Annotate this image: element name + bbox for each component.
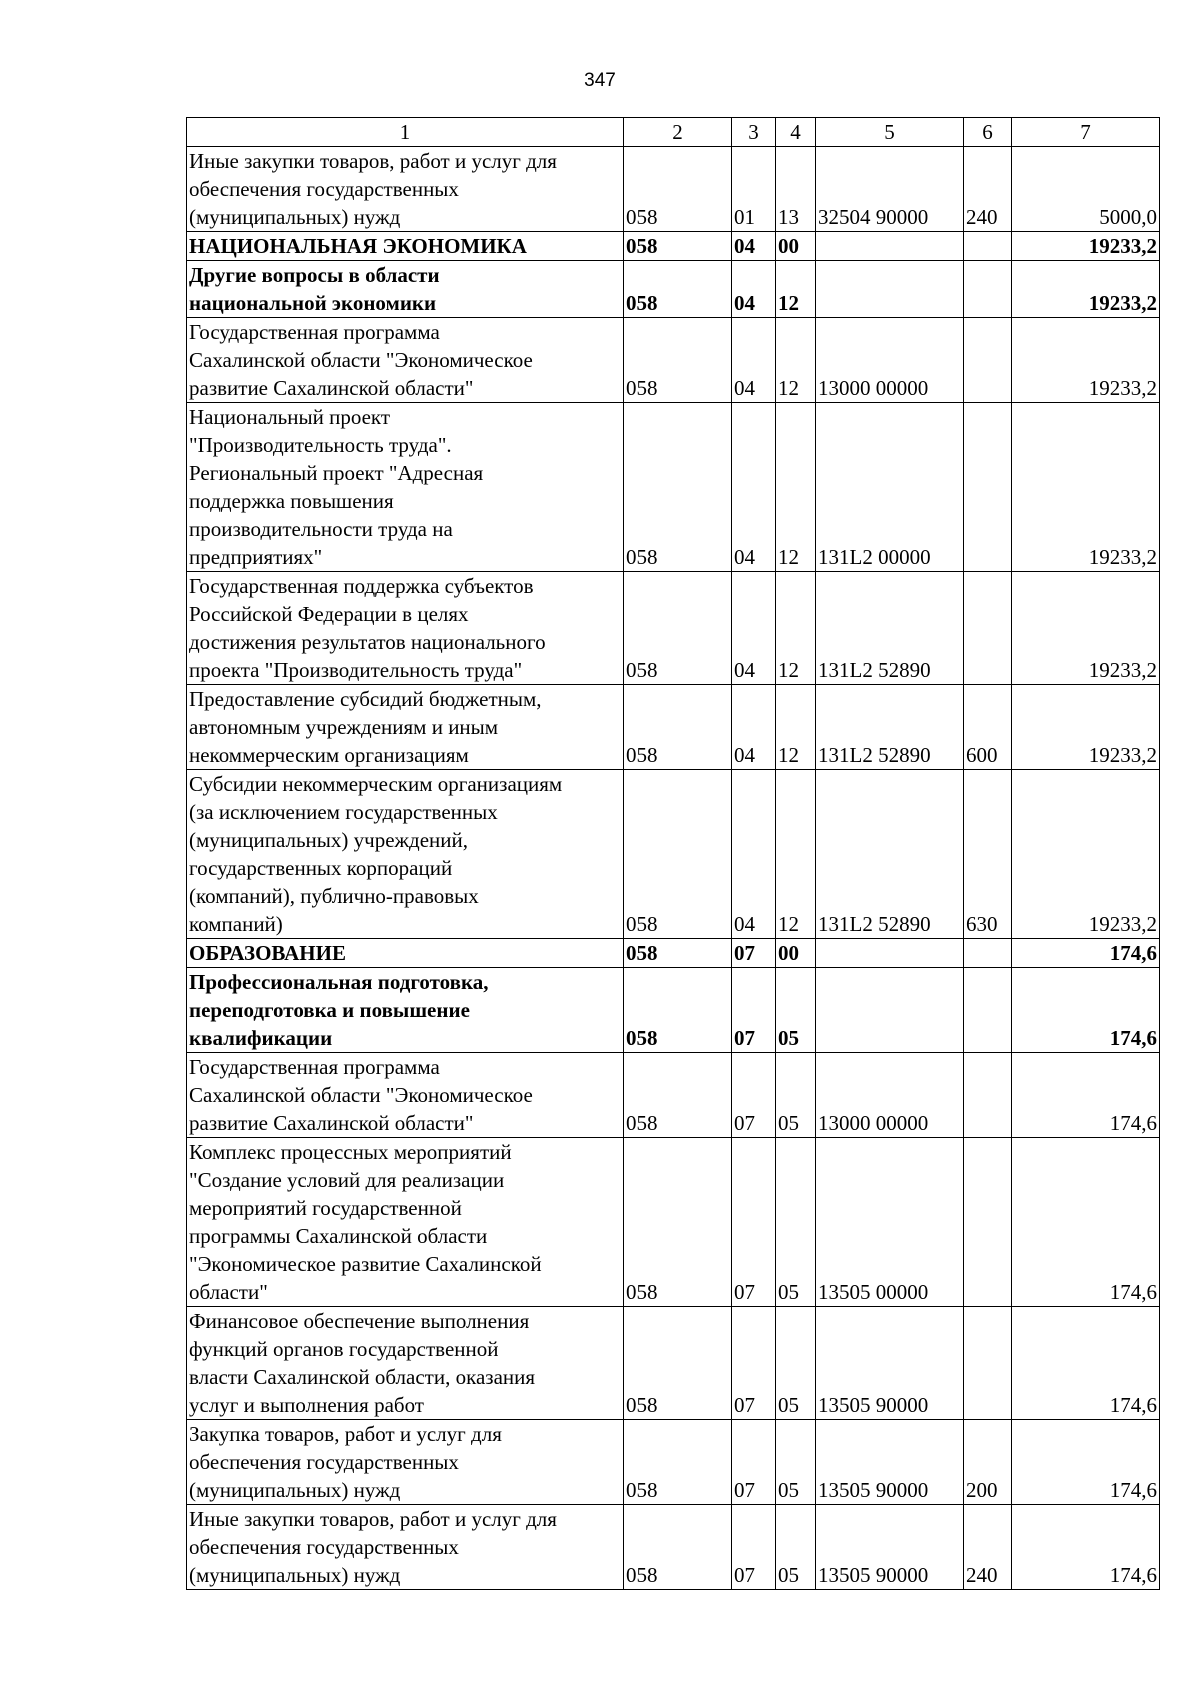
item-name-cell: Иные закупки товаров, работ и услуг для обеспечения государственных (муниципальных) нужд: [187, 1505, 624, 1590]
subsection-code-cell: 12: [776, 403, 816, 572]
expense-type-cell: [964, 1053, 1012, 1138]
target-article-cell: 13505 00000: [816, 1138, 964, 1307]
item-name-cell: Другие вопросы в области национальной экономики: [187, 261, 624, 318]
target-article-cell: 13000 00000: [816, 318, 964, 403]
subsection-code-cell: 00: [776, 232, 816, 261]
admin-code-cell: 058: [624, 1138, 732, 1307]
subsection-code-cell: 05: [776, 1053, 816, 1138]
expense-type-cell: [964, 572, 1012, 685]
table-row: [187, 939, 1160, 968]
page-number: 347: [584, 70, 616, 91]
target-article-cell: 13505 90000: [816, 1307, 964, 1420]
subsection-code-cell: 12: [776, 770, 816, 939]
section-code-cell: 04: [732, 232, 776, 261]
admin-code-cell: 058: [624, 261, 732, 318]
item-name-cell: Государственная программа Сахалинской области "Экономическое развитие Сахалинской области": [187, 318, 624, 403]
expense-type-cell: [964, 1307, 1012, 1420]
table-row: [187, 1420, 1160, 1505]
amount-cell: 19233,2: [1012, 403, 1160, 572]
admin-code-cell: 058: [624, 147, 732, 232]
item-name-cell: Профессиональная подготовка, переподготовка и повышение квалификации: [187, 968, 624, 1053]
amount-cell: 174,6: [1012, 939, 1160, 968]
target-article-cell: 13505 90000: [816, 1505, 964, 1590]
table-row: [187, 1053, 1160, 1138]
amount-cell: 19233,2: [1012, 261, 1160, 318]
amount-cell: 19233,2: [1012, 232, 1160, 261]
budget-table: [186, 117, 1160, 1590]
target-article-cell: [816, 939, 964, 968]
header-cell-2: 2: [624, 118, 732, 147]
table-row: [187, 261, 1160, 318]
expense-type-cell: [964, 968, 1012, 1053]
subsection-code-cell: 05: [776, 1420, 816, 1505]
amount-cell: 174,6: [1012, 1307, 1160, 1420]
target-article-cell: [816, 968, 964, 1053]
section-code-cell: 04: [732, 685, 776, 770]
expense-type-cell: [964, 261, 1012, 318]
expense-type-cell: [964, 232, 1012, 261]
header-cell-6: 6: [964, 118, 1012, 147]
header-row: [187, 118, 1160, 147]
subsection-code-cell: 05: [776, 968, 816, 1053]
item-name-cell: Иные закупки товаров, работ и услуг для обеспечения государственных (муниципальных) нужд: [187, 147, 624, 232]
section-code-cell: 07: [732, 1307, 776, 1420]
section-code-cell: 07: [732, 968, 776, 1053]
expense-type-cell: [964, 403, 1012, 572]
table-row: [187, 1307, 1160, 1420]
target-article-cell: [816, 261, 964, 318]
section-code-cell: 01: [732, 147, 776, 232]
item-name-cell: Национальный проект "Производительность труда". Региональный проект "Адресная поддержка повышения производительности труда на предприятиях": [187, 403, 624, 572]
expense-type-cell: [964, 1138, 1012, 1307]
section-code-cell: 04: [732, 572, 776, 685]
expense-type-cell: [964, 939, 1012, 968]
expense-type-cell: 630: [964, 770, 1012, 939]
admin-code-cell: 058: [624, 939, 732, 968]
header-cell-7: 7: [1012, 118, 1160, 147]
admin-code-cell: 058: [624, 403, 732, 572]
admin-code-cell: 058: [624, 770, 732, 939]
section-code-cell: 07: [732, 1053, 776, 1138]
item-name-cell: Субсидии некоммерческим организациям (за исключением государственных (муниципальных) учреждений, государственных корпораций (компаний), публично-правовых компаний): [187, 770, 624, 939]
amount-cell: 174,6: [1012, 1138, 1160, 1307]
amount-cell: 19233,2: [1012, 685, 1160, 770]
amount-cell: 5000,0: [1012, 147, 1160, 232]
subsection-code-cell: 05: [776, 1307, 816, 1420]
amount-cell: 19233,2: [1012, 770, 1160, 939]
expense-type-cell: 240: [964, 1505, 1012, 1590]
admin-code-cell: 058: [624, 685, 732, 770]
item-name-cell: Комплекс процессных мероприятий "Создание условий для реализации мероприятий государственной программы Сахалинской области "Экономическое развитие Сахалинской области": [187, 1138, 624, 1307]
admin-code-cell: 058: [624, 318, 732, 403]
target-article-cell: [816, 232, 964, 261]
table-row: [187, 318, 1160, 403]
header-cell-5: 5: [816, 118, 964, 147]
subsection-code-cell: 12: [776, 261, 816, 318]
amount-cell: 174,6: [1012, 1420, 1160, 1505]
table-row: [187, 770, 1160, 939]
item-name-cell: Финансовое обеспечение выполнения функций органов государственной власти Сахалинской области, оказания услуг и выполнения работ: [187, 1307, 624, 1420]
admin-code-cell: 058: [624, 232, 732, 261]
table-row: [187, 1138, 1160, 1307]
target-article-cell: 13505 90000: [816, 1420, 964, 1505]
admin-code-cell: 058: [624, 572, 732, 685]
table-row: [187, 1505, 1160, 1590]
section-code-cell: 07: [732, 939, 776, 968]
table-row: [187, 685, 1160, 770]
item-name-cell: Закупка товаров, работ и услуг для обеспечения государственных (муниципальных) нужд: [187, 1420, 624, 1505]
section-code-cell: 07: [732, 1505, 776, 1590]
subsection-code-cell: 12: [776, 572, 816, 685]
target-article-cell: 131L2 52890: [816, 572, 964, 685]
expense-type-cell: 240: [964, 147, 1012, 232]
subsection-code-cell: 00: [776, 939, 816, 968]
item-name-cell: Государственная программа Сахалинской области "Экономическое развитие Сахалинской области": [187, 1053, 624, 1138]
amount-cell: 19233,2: [1012, 572, 1160, 685]
amount-cell: 174,6: [1012, 1505, 1160, 1590]
header-cell-3: 3: [732, 118, 776, 147]
admin-code-cell: 058: [624, 1053, 732, 1138]
admin-code-cell: 058: [624, 1420, 732, 1505]
section-code-cell: 04: [732, 403, 776, 572]
amount-cell: 174,6: [1012, 1053, 1160, 1138]
target-article-cell: 13000 00000: [816, 1053, 964, 1138]
admin-code-cell: 058: [624, 1307, 732, 1420]
subsection-code-cell: 13: [776, 147, 816, 232]
expense-type-cell: [964, 318, 1012, 403]
item-name-cell: Государственная поддержка субъектов Российской Федерации в целях достижения результатов национального проекта "Производительность труда": [187, 572, 624, 685]
header-cell-1: 1: [187, 118, 624, 147]
header-cell-4: 4: [776, 118, 816, 147]
item-name-cell: Предоставление субсидий бюджетным, автономным учреждениям и иным некоммерческим организациям: [187, 685, 624, 770]
expense-type-cell: 200: [964, 1420, 1012, 1505]
subsection-code-cell: 05: [776, 1138, 816, 1307]
section-code-cell: 04: [732, 770, 776, 939]
target-article-cell: 131L2 52890: [816, 685, 964, 770]
section-code-cell: 04: [732, 261, 776, 318]
subsection-code-cell: 12: [776, 685, 816, 770]
admin-code-cell: 058: [624, 1505, 732, 1590]
section-code-cell: 07: [732, 1138, 776, 1307]
table-row: [187, 968, 1160, 1053]
table-row: [187, 403, 1160, 572]
target-article-cell: 32504 90000: [816, 147, 964, 232]
target-article-cell: 131L2 00000: [816, 403, 964, 572]
item-name-cell: ОБРАЗОВАНИЕ: [187, 939, 624, 968]
amount-cell: 174,6: [1012, 968, 1160, 1053]
admin-code-cell: 058: [624, 968, 732, 1053]
item-name-cell: НАЦИОНАЛЬНАЯ ЭКОНОМИКА: [187, 232, 624, 261]
expense-type-cell: 600: [964, 685, 1012, 770]
table-row: [187, 572, 1160, 685]
target-article-cell: 131L2 52890: [816, 770, 964, 939]
table-row: [187, 232, 1160, 261]
section-code-cell: 04: [732, 318, 776, 403]
amount-cell: 19233,2: [1012, 318, 1160, 403]
section-code-cell: 07: [732, 1420, 776, 1505]
subsection-code-cell: 12: [776, 318, 816, 403]
subsection-code-cell: 05: [776, 1505, 816, 1590]
table-row: [187, 147, 1160, 232]
